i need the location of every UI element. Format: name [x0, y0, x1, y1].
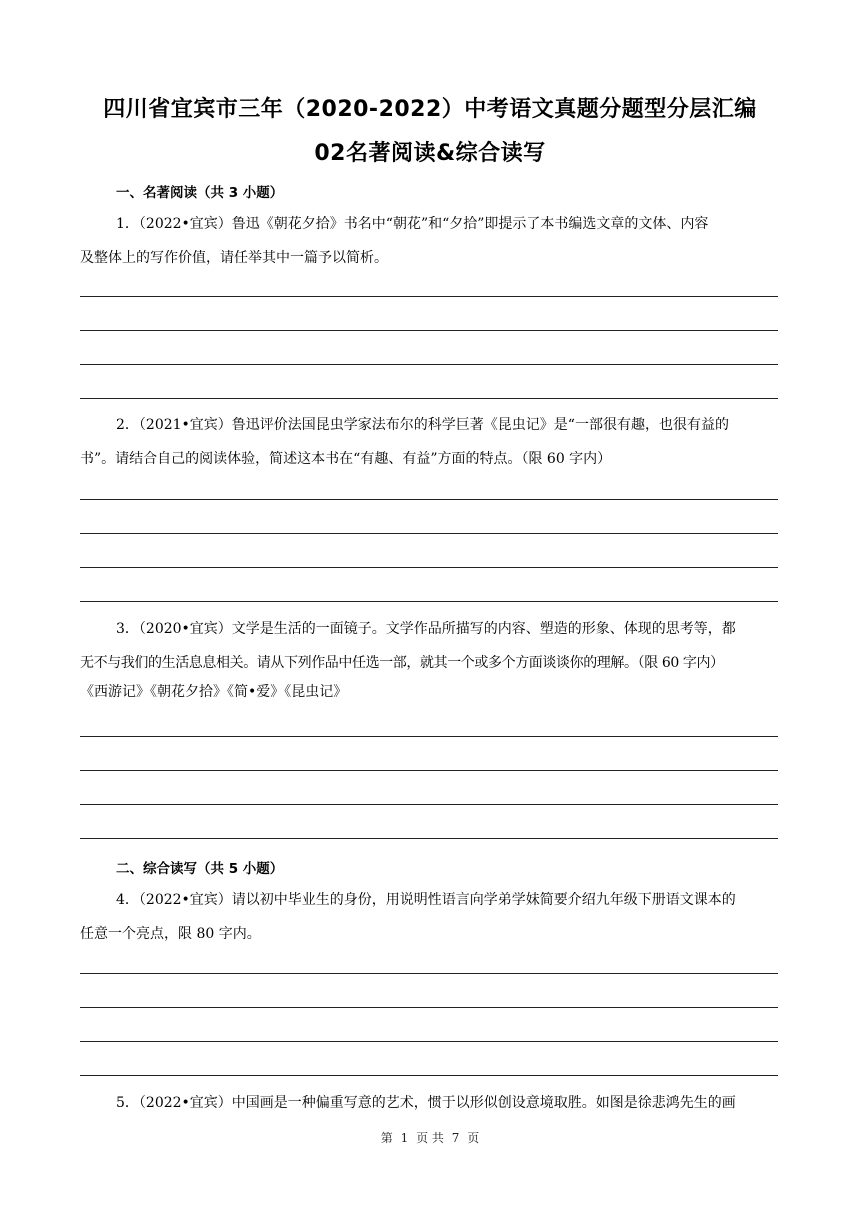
answer-line[interactable] [80, 838, 778, 839]
question-4-line2: 任意一个亮点，限 80 字内。 [80, 926, 261, 942]
question-1-line2: 及整体上的写作价值，请任举其中一篇予以简析。 [80, 250, 388, 266]
footer-suffix: 页 [467, 1131, 480, 1145]
answer-line[interactable] [80, 601, 778, 602]
footer-prefix: 第 [380, 1131, 393, 1145]
answer-line[interactable] [80, 296, 778, 297]
answer-line[interactable] [80, 533, 778, 534]
question-5 [80, 1086, 780, 1120]
answer-line[interactable] [80, 973, 778, 974]
document-title-line1: 四川省宜宾市三年（2020-2022）中考语文真题分题型分层汇编 [103, 97, 757, 122]
answer-line[interactable] [80, 567, 778, 568]
question-3-line3: 《西游记》《朝花夕拾》《简•爱》《昆虫记》 [80, 684, 348, 700]
question-3-line1: 3．（2020•宜宾）文学是生活的一面镜子。文学作品所描写的内容、塑造的形象、体现的思考等，都 [116, 621, 736, 637]
question-4 [80, 883, 780, 951]
answer-line[interactable] [80, 770, 778, 771]
question-2 [80, 408, 780, 476]
answer-line[interactable] [80, 1041, 778, 1042]
question-4-line1: 4．（2022•宜宾）请以初中毕业生的身份，用说明性语言向学弟学妹简要介绍九年级下册语文课本的 [116, 892, 736, 908]
question-2-line2: 书”。请结合自己的阅读体验，简述这本书在“有趣、有益”方面的特点。（限 60 字内） [80, 451, 612, 467]
answer-line[interactable] [80, 499, 778, 500]
answer-line[interactable] [80, 330, 778, 331]
section-heading-2: 二、综合读写（共 5 小题） [116, 861, 284, 877]
section-heading-1: 一、名著阅读（共 3 小题） [116, 185, 284, 201]
footer-page-number: 1 [400, 1131, 409, 1145]
footer-total-pages: 7 [451, 1131, 460, 1145]
question-3 [80, 612, 780, 704]
answer-line[interactable] [80, 804, 778, 805]
answer-line[interactable] [80, 736, 778, 737]
document-title-line2: 02名著阅读&综合读写 [314, 141, 546, 166]
question-5-line1: 5．（2022•宜宾）中国画是一种偏重写意的艺术，惯于以形似创设意境取胜。如图是徐悲鸿先生的画 [116, 1095, 736, 1111]
page-footer [0, 1129, 860, 1146]
answer-line[interactable] [80, 1075, 778, 1076]
question-2-line1: 2．（2021•宜宾）鲁迅评价法国昆虫学家法布尔的科学巨著《昆虫记》是“一部很有趣，也很有益的 [116, 417, 729, 433]
answer-line[interactable] [80, 1007, 778, 1008]
question-1-line1: 1．（2022•宜宾）鲁迅《朝花夕拾》书名中“朝花”和“夕拾”即提示了本书编选文章的文体、内容 [116, 216, 709, 232]
answer-line[interactable] [80, 398, 778, 399]
question-1 [80, 207, 780, 275]
question-3-line2: 无不与我们的生活息息相关。请从下列作品中任选一部，就其一个或多个方面谈谈你的理解。（限 60 字内） [80, 655, 724, 671]
footer-middle: 页 共 [416, 1131, 444, 1145]
answer-line[interactable] [80, 364, 778, 365]
